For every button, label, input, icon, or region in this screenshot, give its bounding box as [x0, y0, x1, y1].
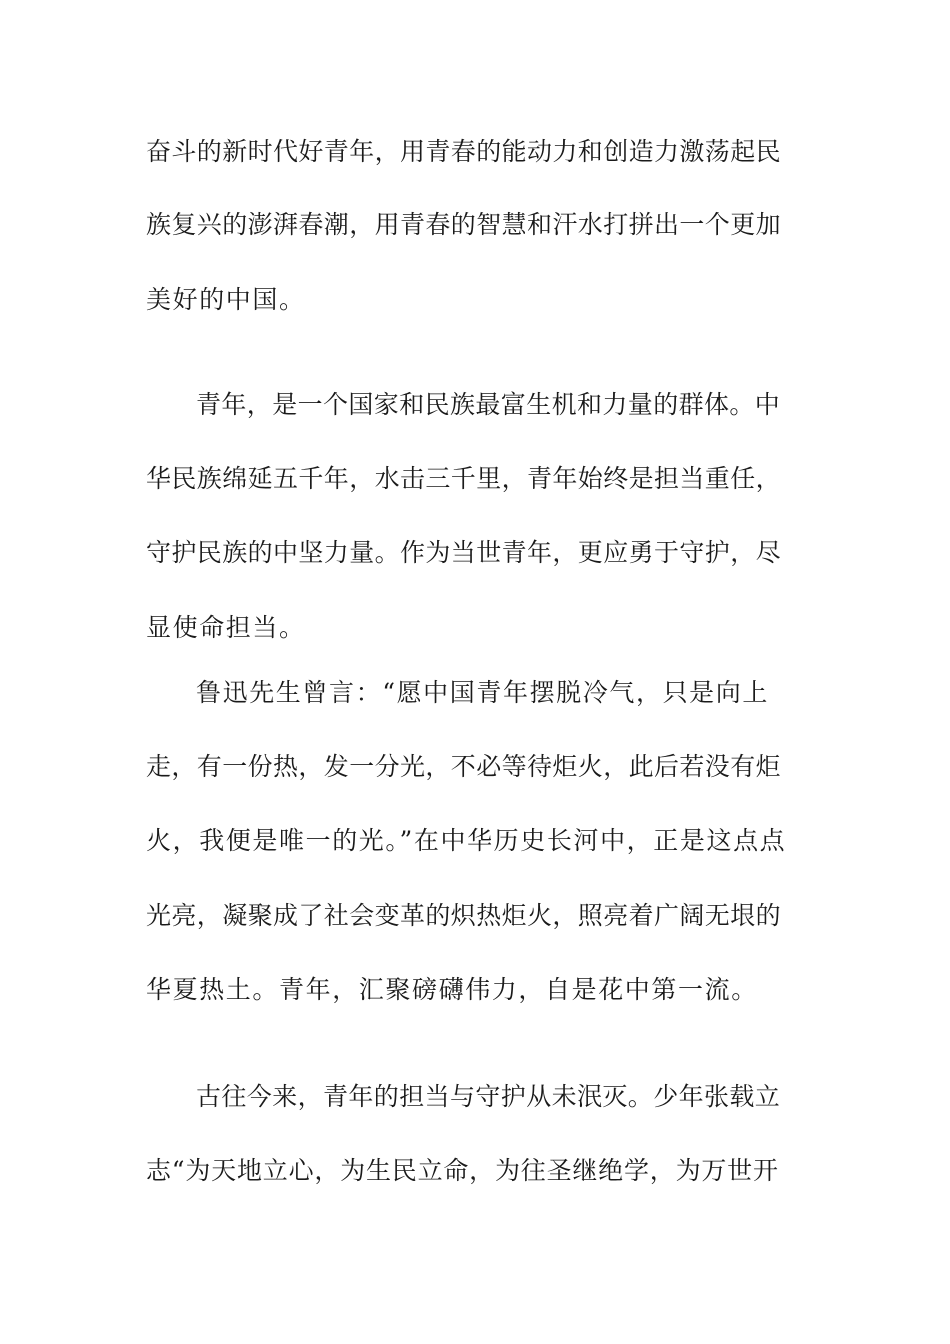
text-line: 显使命担当。: [146, 613, 306, 642]
text-line: 美好的中国。: [146, 285, 306, 314]
text-line: 光亮，凝聚成了社会变革的炽热炬火，照亮着广阔无垠的: [146, 901, 782, 930]
text-line: 青年，是一个国家和民族最富生机和力量的群体。中: [196, 390, 781, 419]
text-line: 族复兴的澎湃春潮，用青春的智慧和汗水打拼出一个更加: [146, 210, 782, 239]
text-line: 华夏热土。青年，汇聚磅礴伟力，自是花中第一流。: [146, 975, 758, 1004]
text-line: 志“为天地立心，为生民立命，为往圣继绝学，为万世开: [146, 1156, 779, 1185]
text-line: 古往今来，青年的担当与守护从未泯灭。少年张载立: [196, 1082, 781, 1111]
text-line: 走，有一份热，发一分光，不必等待炬火，此后若没有炬: [146, 752, 782, 781]
text-line: 守护民族的中坚力量。作为当世青年，更应勇于守护，尽: [146, 538, 782, 567]
text-line: 华民族绵延五千年，水击三千里，青年始终是担当重任，: [146, 464, 782, 493]
text-line: 鲁迅先生曾言：“愿中国青年摆脱冷气，只是向上: [196, 678, 769, 707]
text-line: 火，我便是唯一的光。”在中华历史长河中，正是这点点: [146, 826, 787, 855]
text-line: 奋斗的新时代好青年，用青春的能动力和创造力激荡起民: [146, 137, 782, 166]
